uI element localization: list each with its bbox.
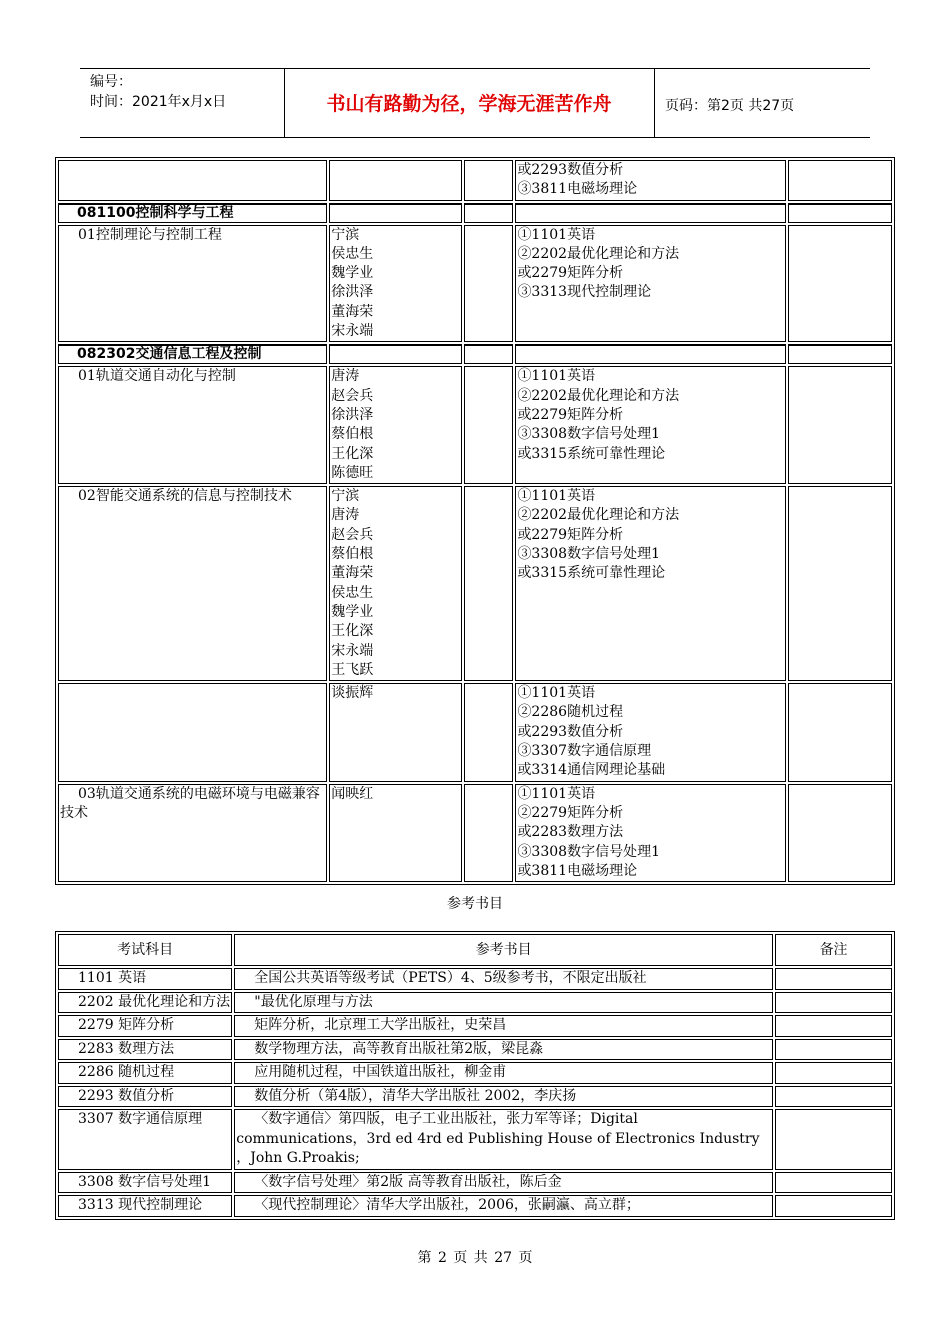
reference-table	[55, 931, 895, 1220]
subject-cell: 1101 英语	[58, 968, 232, 990]
exams-cell	[515, 784, 785, 882]
advisor-name: 侯忠生	[331, 584, 374, 601]
empty-cell	[515, 344, 785, 364]
empty-cell	[788, 486, 892, 681]
note-cell	[775, 1195, 892, 1217]
table-row	[58, 1172, 892, 1194]
advisor-name: 闻映红	[331, 785, 374, 802]
empty-cell	[464, 344, 514, 364]
advisor-name: 宋永端	[331, 642, 374, 659]
exam-subject: 或2283数理方法	[517, 824, 624, 841]
note-cell	[775, 1039, 892, 1061]
empty-cell	[788, 225, 892, 343]
exam-subject: ③3307数字通信原理	[517, 743, 652, 760]
subject-cell: 2293 数值分析	[58, 1086, 232, 1108]
note-cell	[775, 1109, 892, 1170]
book-cell: "最优化原理与方法	[234, 992, 773, 1014]
exam-subject: 或2279矩阵分析	[517, 265, 624, 282]
advisor-name: 魏学业	[331, 265, 374, 282]
advisor-name: 侯忠生	[331, 245, 374, 262]
subject-cell: 2279 矩阵分析	[58, 1015, 232, 1037]
exam-subject: ③3308数字信号处理1	[517, 546, 660, 563]
empty-cell	[788, 683, 892, 781]
advisors-cell	[329, 160, 462, 201]
exam-subject: 或3811电磁场理论	[517, 862, 638, 879]
header-meta	[80, 69, 285, 137]
direction-cell	[58, 160, 327, 201]
reference-header-row	[58, 934, 892, 966]
table-row	[58, 784, 892, 882]
page-header	[80, 68, 870, 138]
subject-cell: 2202 最优化理论和方法	[58, 992, 232, 1014]
empty-cell	[788, 344, 892, 364]
note-cell	[775, 1015, 892, 1037]
note-cell	[775, 968, 892, 990]
table-row	[58, 1109, 892, 1170]
program-table	[55, 157, 895, 885]
note-cell	[775, 992, 892, 1014]
table-row	[58, 1015, 892, 1037]
book-cell: 〈数字通信〉第四版，电子工业出版社，张力军等译；Digital communications，3rd ed 4rd ed Publishing House of Electronics Industry ，John G.Proakis;	[234, 1109, 773, 1170]
empty-cell	[464, 784, 514, 882]
page-footer: 第 2 页 共 27 页	[417, 1250, 533, 1266]
advisors-cell	[329, 486, 462, 681]
empty-cell	[515, 203, 785, 223]
empty-cell	[788, 366, 892, 484]
empty-cell	[329, 344, 462, 364]
advisors-cell	[329, 225, 462, 343]
serial-label: 编号：	[90, 74, 132, 90]
advisor-name: 董海荣	[331, 565, 374, 582]
table-row	[58, 1039, 892, 1061]
direction-cell: 01控制理论与控制工程	[58, 225, 327, 343]
direction-cell	[58, 683, 327, 781]
empty-cell	[788, 160, 892, 201]
program-title: 081100控制科学与工程	[58, 203, 327, 223]
advisors-cell	[329, 683, 462, 781]
exam-subject: ③3308数字信号处理1	[517, 843, 660, 860]
advisor-name: 蔡伯根	[331, 426, 374, 443]
empty-cell	[464, 683, 514, 781]
advisor-name: 王化深	[331, 445, 374, 462]
table-row	[58, 683, 892, 781]
direction-cell: 02智能交通系统的信息与控制技术	[58, 486, 327, 681]
exam-subject: ①1101英语	[517, 368, 596, 385]
book-cell: 数学物理方法，高等教育出版社第2版，梁昆淼	[234, 1039, 773, 1061]
advisor-name: 唐涛	[331, 507, 360, 524]
table-row	[58, 1086, 892, 1108]
advisor-name: 赵会兵	[331, 387, 374, 404]
empty-cell	[464, 225, 514, 343]
advisor-name: 徐洪泽	[331, 284, 374, 301]
exam-subject: 或3315系统可靠性理论	[517, 565, 666, 582]
advisor-name: 蔡伯根	[331, 546, 374, 563]
empty-cell	[464, 486, 514, 681]
table-row	[58, 366, 892, 484]
table-row	[58, 225, 892, 343]
advisor-name: 宁滨	[331, 488, 360, 505]
program-title: 082302交通信息工程及控制	[58, 344, 327, 364]
exam-subject: ②2202最优化理论和方法	[517, 245, 680, 262]
advisor-name: 王化深	[331, 623, 374, 640]
book-cell: 数值分析（第4版），清华大学出版社 2002，李庆扬	[234, 1086, 773, 1108]
program-row	[58, 203, 892, 223]
exam-subject: 或2293数值分析	[517, 723, 624, 740]
exams-cell	[515, 366, 785, 484]
empty-cell	[329, 203, 462, 223]
exams-cell	[515, 160, 785, 201]
empty-cell	[464, 160, 514, 201]
direction-cell: 01轨道交通自动化与控制	[58, 366, 327, 484]
subject-cell: 3307 数字通信原理	[58, 1109, 232, 1170]
empty-cell	[464, 366, 514, 484]
exam-subject: 或2279矩阵分析	[517, 406, 624, 423]
exam-subject: ②2202最优化理论和方法	[517, 387, 680, 404]
exam-subject: ③3811电磁场理论	[517, 181, 638, 198]
exam-subject: ③3313现代控制理论	[517, 284, 652, 301]
header-page-info: 页码：第2页 共27页	[665, 98, 795, 114]
advisor-name: 陈德旺	[331, 464, 374, 481]
date-label: 时间：2021年x月x日	[90, 94, 227, 110]
note-cell	[775, 1062, 892, 1084]
advisor-name: 董海荣	[331, 303, 374, 320]
advisor-name: 宁滨	[331, 226, 360, 243]
book-cell: 应用随机过程，中国铁道出版社，柳金甫	[234, 1062, 773, 1084]
exam-subject: 或2293数值分析	[517, 162, 624, 178]
advisor-name: 唐涛	[331, 368, 360, 385]
empty-cell	[788, 203, 892, 223]
subject-cell: 2283 数理方法	[58, 1039, 232, 1061]
exam-subject: ③3308数字信号处理1	[517, 426, 660, 443]
exam-subject: 或3315系统可靠性理论	[517, 445, 666, 462]
header-motto: 书山有路勤为径，学海无涯苦作舟	[284, 69, 655, 137]
advisor-name: 徐洪泽	[331, 406, 374, 423]
exam-subject: ①1101英语	[517, 785, 596, 802]
direction-cell: 03轨道交通系统的电磁环境与电磁兼容技术	[58, 784, 327, 882]
exam-subject: ②2202最优化理论和方法	[517, 507, 680, 524]
advisors-cell	[329, 366, 462, 484]
exam-subject: 或3314通信网理论基础	[517, 762, 666, 779]
exams-cell	[515, 486, 785, 681]
note-cell	[775, 1172, 892, 1194]
table-row	[58, 1195, 892, 1217]
table-row	[58, 486, 892, 681]
table-row	[58, 160, 892, 201]
subject-cell: 3313 现代控制理论	[58, 1195, 232, 1217]
book-cell: 〈现代控制理论〉清华大学出版社，2006，张嗣瀛、高立群；	[234, 1195, 773, 1217]
exams-cell	[515, 683, 785, 781]
exam-subject: ②2279矩阵分析	[517, 804, 624, 821]
exam-subject: ①1101英语	[517, 488, 596, 505]
advisor-name: 魏学业	[331, 603, 374, 620]
exam-subject: ①1101英语	[517, 685, 596, 702]
header-subject: 考试科目	[58, 934, 232, 966]
subject-cell: 3308 数字信号处理1	[58, 1172, 232, 1194]
advisor-name: 王飞跃	[331, 661, 374, 678]
empty-cell	[464, 203, 514, 223]
table-row	[58, 1062, 892, 1084]
book-cell: 矩阵分析，北京理工大学出版社，史荣昌	[234, 1015, 773, 1037]
references-title: 参考书目	[447, 896, 503, 912]
book-cell: 全国公共英语等级考试（PETS）4、5级参考书，不限定出版社	[234, 968, 773, 990]
exam-subject: ②2286随机过程	[517, 704, 624, 721]
program-row	[58, 344, 892, 364]
header-note: 备注	[775, 934, 892, 966]
table-row	[58, 968, 892, 990]
table-row	[58, 992, 892, 1014]
exam-subject: 或2279矩阵分析	[517, 526, 624, 543]
advisor-name: 宋永端	[331, 323, 374, 340]
advisor-name: 谈振辉	[331, 685, 374, 702]
book-cell: 〈数字信号处理〉第2版 高等教育出版社，陈后金	[234, 1172, 773, 1194]
exam-subject: ①1101英语	[517, 226, 596, 243]
subject-cell: 2286 随机过程	[58, 1062, 232, 1084]
header-book: 参考书目	[234, 934, 773, 966]
empty-cell	[788, 784, 892, 882]
advisor-name: 赵会兵	[331, 526, 374, 543]
exams-cell	[515, 225, 785, 343]
note-cell	[775, 1086, 892, 1108]
advisors-cell	[329, 784, 462, 882]
